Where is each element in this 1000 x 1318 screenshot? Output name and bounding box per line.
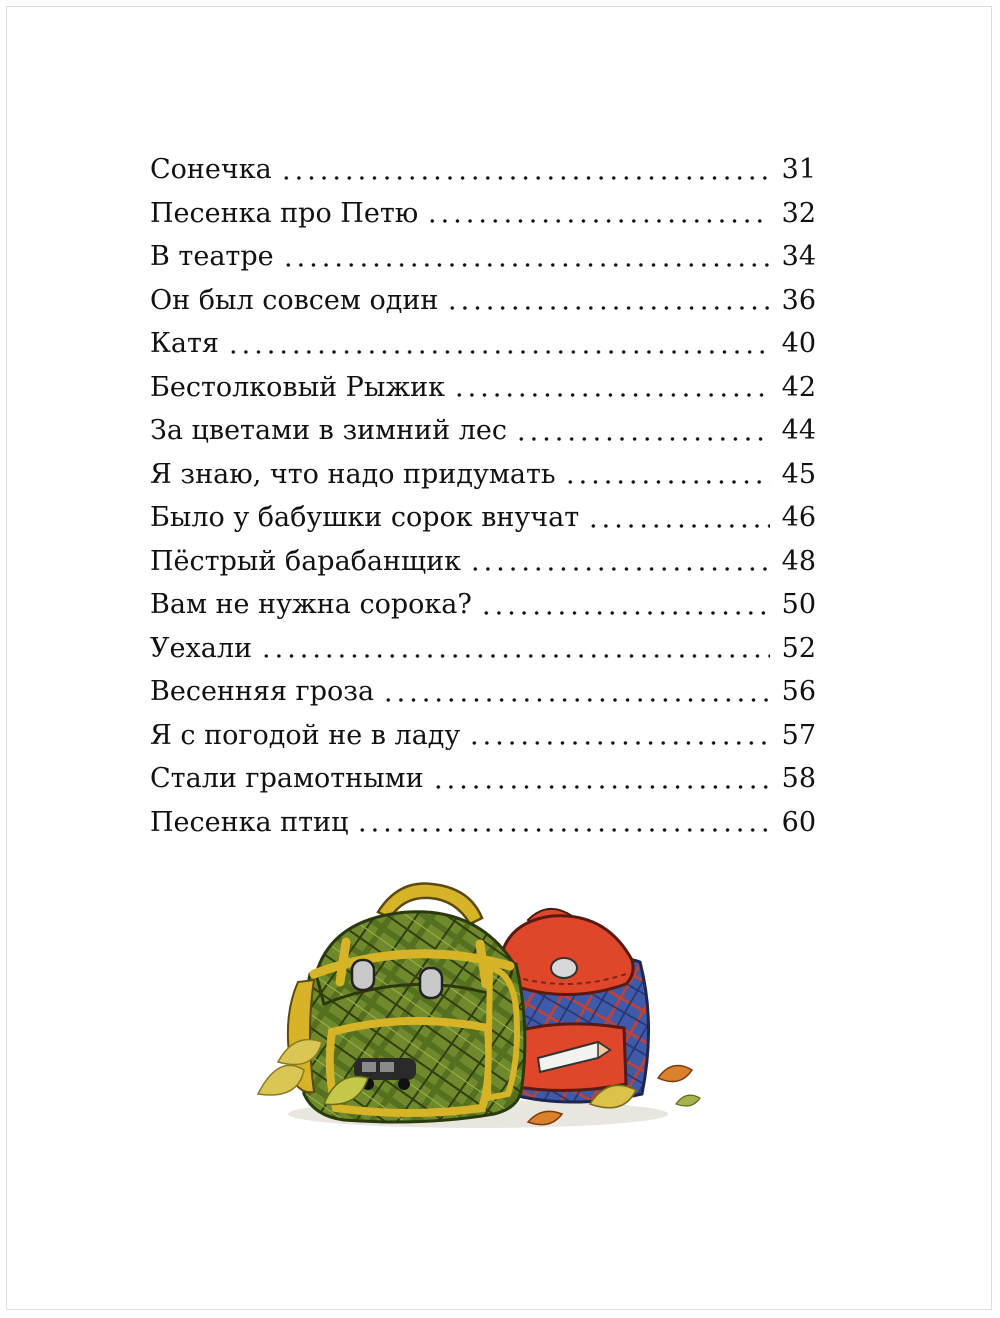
- toc-dot-leader: [426, 218, 770, 224]
- toc-entry-title: Вам не нужна сорока?: [150, 589, 472, 620]
- big-backpack: [288, 884, 525, 1122]
- toc-entry-page: 40: [781, 328, 816, 359]
- toc-entry-title: Я знаю, что надо придумать: [150, 458, 556, 490]
- toc-dot-leader: [480, 610, 770, 616]
- toc-entry-title: Пёстрый барабанщик: [150, 545, 461, 577]
- toc-entry-page: 32: [781, 197, 816, 229]
- toc-dot-leader: [227, 349, 770, 355]
- toc-entry-title: Он был совсем один: [150, 284, 439, 316]
- toc-entry[interactable]: [150, 453, 816, 497]
- toc-entry[interactable]: [150, 279, 816, 323]
- toc-dot-leader: [515, 436, 770, 442]
- toc-dot-leader: [587, 523, 770, 529]
- toc-entry-page: 34: [781, 241, 816, 272]
- toc-entry-title: В театре: [150, 241, 274, 272]
- toc-entry[interactable]: [150, 714, 816, 758]
- toc-entry[interactable]: [150, 757, 816, 801]
- toc-entry-page: 45: [781, 458, 816, 490]
- table-of-contents: [150, 148, 816, 844]
- toc-dot-leader: [564, 479, 770, 485]
- toc-entry[interactable]: [150, 366, 816, 410]
- toc-dot-leader: [446, 305, 770, 311]
- leaf-green: [676, 1095, 700, 1106]
- toc-entry-page: 42: [781, 371, 816, 403]
- toc-entry-title: Уехали: [150, 632, 252, 664]
- toc-entry-title: За цветами в зимний лес: [150, 415, 507, 446]
- toc-entry-page: 46: [781, 502, 816, 533]
- toc-entry[interactable]: [150, 583, 816, 627]
- toc-entry-title: Весенняя гроза: [150, 676, 375, 707]
- toc-entry-page: 44: [781, 415, 816, 446]
- toc-entry-title: Бестолковый Рыжик: [150, 371, 446, 403]
- toc-entry-title: Сонечка: [150, 154, 272, 185]
- leaf-orange: [658, 1066, 692, 1082]
- toc-dot-leader: [453, 392, 770, 398]
- toc-dot-leader: [280, 175, 770, 181]
- toc-entry[interactable]: [150, 148, 816, 192]
- toc-entry[interactable]: [150, 322, 816, 366]
- toc-entry-title: Песенка птиц: [150, 806, 349, 838]
- toc-entry-title: Катя: [150, 328, 219, 359]
- school-backpacks-illustration: [228, 882, 708, 1162]
- toc-entry-page: 58: [781, 763, 816, 794]
- toc-entry[interactable]: [150, 409, 816, 453]
- toc-entry-title: Было у бабушки сорок внучат: [150, 502, 580, 533]
- toc-entry-title: Я с погодой не в ладу: [150, 719, 461, 751]
- toc-entry[interactable]: [150, 627, 816, 671]
- toc-entry[interactable]: [150, 540, 816, 584]
- toc-entry-page: 52: [781, 632, 816, 664]
- toc-dot-leader: [469, 566, 770, 572]
- toc-entry-page: 56: [781, 676, 816, 707]
- toc-entry-page: 36: [781, 284, 816, 316]
- toc-entry[interactable]: [150, 496, 816, 540]
- toc-entry-title: Стали грамотными: [150, 763, 424, 794]
- toc-entry[interactable]: [150, 192, 816, 236]
- toc-dot-leader: [282, 262, 770, 268]
- toc-entry[interactable]: [150, 801, 816, 845]
- toc-entry-page: 48: [781, 545, 816, 577]
- toc-entry-page: 50: [781, 589, 816, 620]
- leaf-yellow: [258, 1065, 304, 1095]
- toc-dot-leader: [432, 784, 770, 790]
- toc-entry-title: Песенка про Петю: [150, 197, 419, 229]
- toc-entry-page: 60: [781, 806, 816, 838]
- toc-dot-leader: [260, 653, 770, 659]
- toc-entry[interactable]: [150, 235, 816, 279]
- backpacks-drawing: [228, 882, 708, 1162]
- toc-dot-leader: [382, 697, 770, 703]
- toc-entry-page: 57: [781, 719, 816, 751]
- toc-dot-leader: [356, 827, 770, 833]
- toc-entry[interactable]: [150, 670, 816, 714]
- toc-entry-page: 31: [781, 154, 816, 185]
- toc-dot-leader: [468, 740, 770, 746]
